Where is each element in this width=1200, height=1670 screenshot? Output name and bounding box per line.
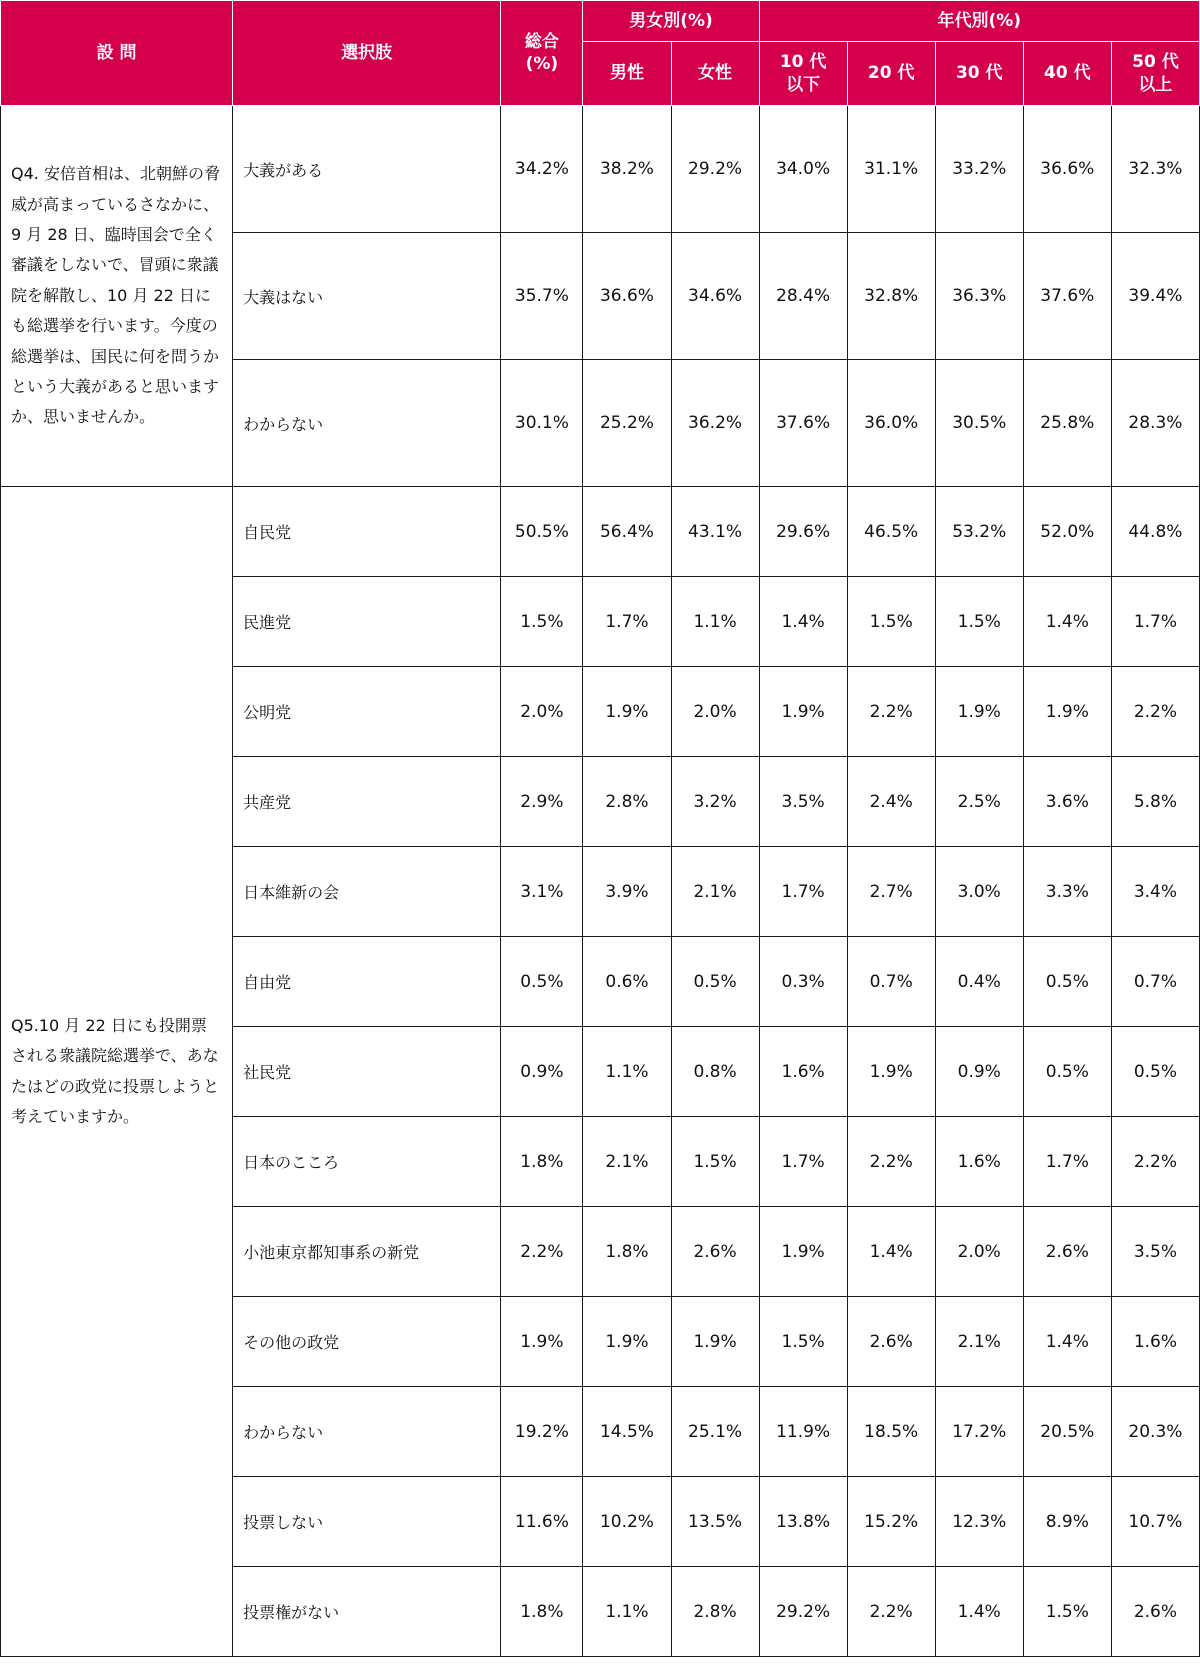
value-cell: 1.8% [501,1567,583,1657]
table-row [1,487,1200,577]
header-age-group: 年代別(%) [759,1,1199,42]
value-cell: 3.5% [1111,1207,1199,1297]
value-cell: 28.3% [1111,360,1199,487]
value-cell: 29.2% [671,106,759,233]
value-cell: 1.9% [583,667,671,757]
value-cell: 3.5% [759,757,847,847]
value-cell: 1.5% [501,577,583,667]
value-cell: 2.6% [847,1297,935,1387]
value-cell: 1.5% [671,1117,759,1207]
value-cell: 1.5% [935,577,1023,667]
option-label: 公明党 [233,667,501,757]
question-text: Q5.10 月 22 日にも投開票される衆議院総選挙で、あなたはどの政党に投票しようと考えていますか。 [1,487,233,1657]
value-cell: 12.3% [935,1477,1023,1567]
option-label: 投票権がない [233,1567,501,1657]
value-cell: 3.3% [1023,847,1111,937]
header-question: 設 問 [1,1,233,106]
value-cell: 2.0% [671,667,759,757]
value-cell: 1.9% [759,1207,847,1297]
value-cell: 38.2% [583,106,671,233]
value-cell: 2.8% [583,757,671,847]
value-cell: 13.5% [671,1477,759,1567]
value-cell: 1.4% [935,1567,1023,1657]
header-female: 女性 [671,42,759,106]
value-cell: 34.0% [759,106,847,233]
value-cell: 0.5% [671,937,759,1027]
value-cell: 1.8% [501,1117,583,1207]
value-cell: 1.6% [1111,1297,1199,1387]
value-cell: 52.0% [1023,487,1111,577]
value-cell: 0.9% [935,1027,1023,1117]
value-cell: 14.5% [583,1387,671,1477]
value-cell: 2.5% [935,757,1023,847]
value-cell: 1.9% [847,1027,935,1117]
value-cell: 10.2% [583,1477,671,1567]
value-cell: 33.2% [935,106,1023,233]
value-cell: 56.4% [583,487,671,577]
value-cell: 3.4% [1111,847,1199,937]
value-cell: 3.1% [501,847,583,937]
value-cell: 1.1% [671,577,759,667]
value-cell: 28.4% [759,233,847,360]
table-row [1,106,1200,233]
value-cell: 34.2% [501,106,583,233]
table-body [1,106,1200,1657]
value-cell: 29.2% [759,1567,847,1657]
value-cell: 20.5% [1023,1387,1111,1477]
value-cell: 3.0% [935,847,1023,937]
value-cell: 0.3% [759,937,847,1027]
value-cell: 8.9% [1023,1477,1111,1567]
value-cell: 0.9% [501,1027,583,1117]
value-cell: 1.7% [1023,1117,1111,1207]
header-age-50s: 50 代 以上 [1111,42,1199,106]
header-age-10s: 10 代 以下 [759,42,847,106]
option-label: 共産党 [233,757,501,847]
option-label: 大義はない [233,233,501,360]
option-label: 社民党 [233,1027,501,1117]
value-cell: 19.2% [501,1387,583,1477]
value-cell: 37.6% [1023,233,1111,360]
value-cell: 43.1% [671,487,759,577]
value-cell: 3.9% [583,847,671,937]
value-cell: 2.2% [847,1117,935,1207]
header-age-30s: 30 代 [935,42,1023,106]
value-cell: 20.3% [1111,1387,1199,1477]
value-cell: 44.8% [1111,487,1199,577]
table-header [1,1,1200,106]
value-cell: 30.5% [935,360,1023,487]
value-cell: 32.3% [1111,106,1199,233]
value-cell: 34.6% [671,233,759,360]
value-cell: 1.9% [1023,667,1111,757]
value-cell: 2.7% [847,847,935,937]
value-cell: 11.9% [759,1387,847,1477]
value-cell: 0.5% [1111,1027,1199,1117]
value-cell: 18.5% [847,1387,935,1477]
value-cell: 36.6% [1023,106,1111,233]
value-cell: 10.7% [1111,1477,1199,1567]
header-male: 男性 [583,42,671,106]
value-cell: 36.0% [847,360,935,487]
option-label: 自由党 [233,937,501,1027]
value-cell: 0.6% [583,937,671,1027]
question-text: Q4. 安倍首相は、北朝鮮の脅威が高まっているさなかに、9 月 28 日、臨時国会で全く審議をしないで、冒頭に衆議院を解散し、10 月 22 日にも総選挙を行います。今度の総選挙は、国民に何を問うかという大義があると思いますか、思いませんか。 [1,106,233,487]
value-cell: 1.9% [935,667,1023,757]
value-cell: 2.2% [501,1207,583,1297]
header-option: 選択肢 [233,1,501,106]
value-cell: 2.2% [847,667,935,757]
value-cell: 1.9% [501,1297,583,1387]
value-cell: 2.2% [847,1567,935,1657]
value-cell: 1.6% [759,1027,847,1117]
value-cell: 30.1% [501,360,583,487]
value-cell: 11.6% [501,1477,583,1567]
value-cell: 1.7% [1111,577,1199,667]
value-cell: 1.5% [759,1297,847,1387]
value-cell: 2.6% [1023,1207,1111,1297]
value-cell: 39.4% [1111,233,1199,360]
value-cell: 1.4% [847,1207,935,1297]
value-cell: 15.2% [847,1477,935,1567]
value-cell: 0.5% [501,937,583,1027]
value-cell: 2.0% [501,667,583,757]
value-cell: 3.6% [1023,757,1111,847]
value-cell: 46.5% [847,487,935,577]
value-cell: 0.7% [847,937,935,1027]
value-cell: 1.8% [583,1207,671,1297]
value-cell: 32.8% [847,233,935,360]
value-cell: 0.5% [1023,1027,1111,1117]
value-cell: 0.5% [1023,937,1111,1027]
value-cell: 2.6% [671,1207,759,1297]
option-label: 民進党 [233,577,501,667]
value-cell: 53.2% [935,487,1023,577]
value-cell: 13.8% [759,1477,847,1567]
header-age-20s: 20 代 [847,42,935,106]
value-cell: 2.2% [1111,1117,1199,1207]
option-label: わからない [233,360,501,487]
option-label: 自民党 [233,487,501,577]
value-cell: 2.1% [935,1297,1023,1387]
value-cell: 5.8% [1111,757,1199,847]
value-cell: 36.6% [583,233,671,360]
value-cell: 2.1% [583,1117,671,1207]
option-label: わからない [233,1387,501,1477]
value-cell: 1.7% [583,577,671,667]
value-cell: 50.5% [501,487,583,577]
value-cell: 1.5% [847,577,935,667]
value-cell: 2.9% [501,757,583,847]
option-label: 小池東京都知事系の新党 [233,1207,501,1297]
value-cell: 1.9% [583,1297,671,1387]
value-cell: 25.8% [1023,360,1111,487]
option-label: 日本のこころ [233,1117,501,1207]
header-age-40s: 40 代 [1023,42,1111,106]
header-total: 総合 (%) [501,1,583,106]
value-cell: 1.9% [759,667,847,757]
value-cell: 1.6% [935,1117,1023,1207]
value-cell: 2.6% [1111,1567,1199,1657]
value-cell: 35.7% [501,233,583,360]
value-cell: 36.3% [935,233,1023,360]
value-cell: 1.1% [583,1027,671,1117]
value-cell: 1.7% [759,1117,847,1207]
option-label: 大義がある [233,106,501,233]
value-cell: 25.2% [583,360,671,487]
value-cell: 2.8% [671,1567,759,1657]
value-cell: 25.1% [671,1387,759,1477]
value-cell: 2.4% [847,757,935,847]
value-cell: 1.4% [1023,1297,1111,1387]
value-cell: 1.7% [759,847,847,937]
value-cell: 2.1% [671,847,759,937]
value-cell: 2.0% [935,1207,1023,1297]
value-cell: 1.4% [1023,577,1111,667]
option-label: その他の政党 [233,1297,501,1387]
value-cell: 29.6% [759,487,847,577]
value-cell: 17.2% [935,1387,1023,1477]
value-cell: 1.9% [671,1297,759,1387]
value-cell: 2.2% [1111,667,1199,757]
value-cell: 0.7% [1111,937,1199,1027]
value-cell: 0.4% [935,937,1023,1027]
value-cell: 36.2% [671,360,759,487]
value-cell: 37.6% [759,360,847,487]
value-cell: 3.2% [671,757,759,847]
value-cell: 0.8% [671,1027,759,1117]
value-cell: 1.4% [759,577,847,667]
header-gender-group: 男女別(%) [583,1,759,42]
option-label: 投票しない [233,1477,501,1567]
value-cell: 31.1% [847,106,935,233]
option-label: 日本維新の会 [233,847,501,937]
value-cell: 1.1% [583,1567,671,1657]
value-cell: 1.5% [1023,1567,1111,1657]
